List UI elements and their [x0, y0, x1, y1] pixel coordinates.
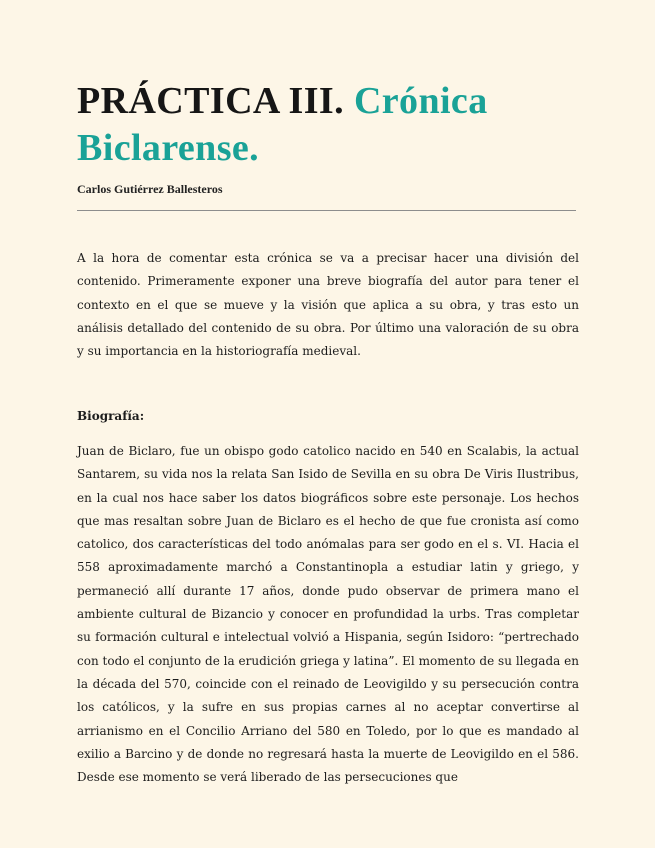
document-title: [77, 78, 597, 172]
author-name: Carlos Gutiérrez Ballesteros: [77, 182, 223, 196]
title-part-cronica: Crónica Biclarense.: [77, 80, 488, 169]
section-heading-biografia: Biografía:: [77, 409, 145, 423]
header-divider: [77, 210, 576, 211]
title-part-practica: PRÁCTICA III.: [77, 80, 345, 122]
biography-paragraph: Juan de Biclaro, fue un obispo godo catolico nacido en 540 en Scalabis, la actual Santarem, su vida nos la relata San Isido de Sevilla en su obra De Viris Ilustribus, en la cual nos hace saber los datos biográficos sobre este personaje. Los hechos que mas resaltan sobre Juan de Biclaro es el hecho de que fue cronista así como catolico, dos características del todo anómalas para ser godo en el s. VI. Hacia el 558 aproximadamente marchó a Constantinopla a estudiar latin y griego, y permaneció allí durante 17 años, donde pudo observar de primera mano el ambiente cultural de Bizancio y conocer en profundidad la urbs. Tras completar su formación cultural e intelectual volvió a Hispania, según Isidoro: “pertrechado con todo el conjunto de la erudición griega y latina”. El momento de su llegada en la década del 570, coincide con el reinado de Leovigildo y su persecución contra los católicos, y la sufre en sus propias carnes al no aceptar convertirse al arrianismo en el Concilio Arriano del 580 en Toledo, por lo que es mandado al exilio a Barcino y de donde no regresará hasta la muerte de Leovigildo en el 586. Desde ese momento se verá liberado de las persecuciones que: [77, 444, 579, 785]
intro-paragraph: A la hora de comentar esta crónica se va a precisar hacer una división del contenido. Primeramente exponer una breve biografía del autor para tener el contexto en el que se mueve y la visión que aplica a su obra, y tras esto un análisis detallado del contenido de su obra. Por último una valoración de su obra y su importancia en la historiografía medieval.: [77, 251, 579, 359]
